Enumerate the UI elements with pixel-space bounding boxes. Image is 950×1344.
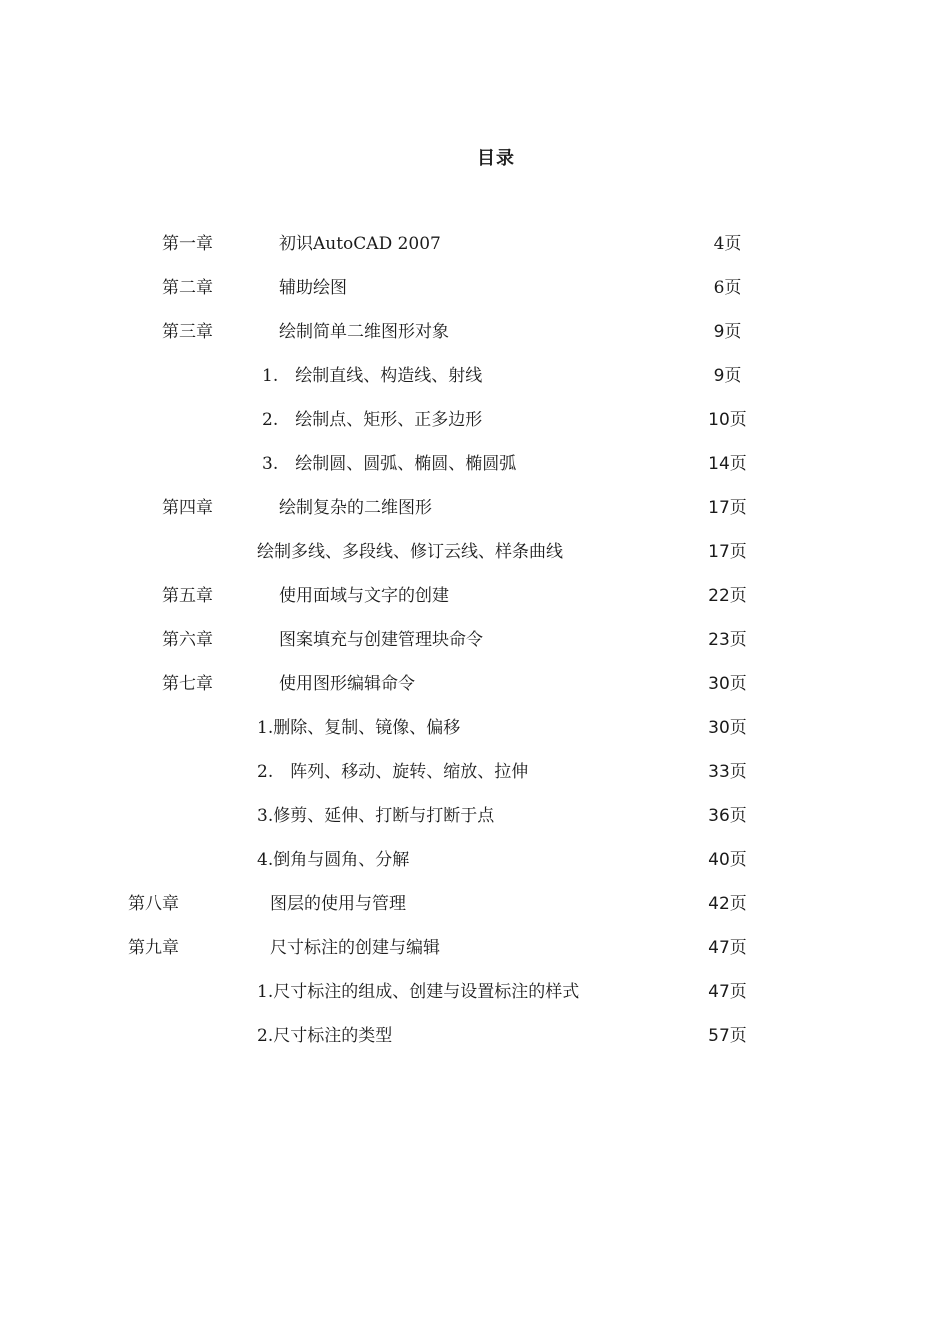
toc-chapter: 第一章 (162, 234, 213, 254)
toc-title: 使用图形编辑命令 (279, 674, 415, 694)
toc-row (0, 310, 950, 354)
toc-row (0, 530, 950, 574)
table-of-contents (0, 222, 950, 1058)
toc-subtitle: 绘制多线、多段线、修订云线、样条曲线 (257, 542, 563, 562)
toc-page: 17页 (708, 498, 747, 518)
toc-page: 30页 (708, 674, 747, 694)
toc-subtitle: 2.尺寸标注的类型 (257, 1026, 393, 1046)
toc-page: 10页 (708, 410, 747, 430)
toc-title: 初识AutoCAD 2007 (279, 234, 441, 254)
toc-row (0, 662, 950, 706)
toc-chapter: 第八章 (128, 894, 179, 914)
toc-row (0, 222, 950, 266)
toc-subtitle: 3.修剪、延伸、打断与打断于点 (257, 806, 495, 826)
toc-row (0, 486, 950, 530)
toc-row (0, 354, 950, 398)
toc-subtitle: 1.尺寸标注的组成、创建与设置标注的样式 (257, 982, 580, 1002)
toc-subtitle: 3. 绘制圆、圆弧、椭圆、椭圆弧 (262, 454, 517, 474)
toc-page: 9页 (713, 322, 742, 342)
toc-page: 47页 (708, 982, 747, 1002)
toc-title: 尺寸标注的创建与编辑 (270, 938, 440, 958)
toc-chapter: 第三章 (162, 322, 213, 342)
toc-page: 42页 (708, 894, 747, 914)
toc-page: 47页 (708, 938, 747, 958)
toc-chapter: 第四章 (162, 498, 213, 518)
toc-row (0, 926, 950, 970)
toc-chapter: 第二章 (162, 278, 213, 298)
toc-page: 17页 (708, 542, 747, 562)
page-title: 目录 (477, 148, 515, 169)
toc-subtitle: 2. 阵列、移动、旋转、缩放、拉伸 (257, 762, 529, 782)
toc-subtitle: 1. 绘制直线、构造线、射线 (262, 366, 483, 386)
toc-chapter: 第九章 (128, 938, 179, 958)
toc-title: 绘制复杂的二维图形 (279, 498, 432, 518)
toc-row (0, 442, 950, 486)
toc-page: 4页 (713, 234, 742, 254)
toc-row (0, 574, 950, 618)
toc-chapter: 第五章 (162, 586, 213, 606)
toc-title: 使用面域与文字的创建 (279, 586, 449, 606)
toc-chapter: 第七章 (162, 674, 213, 694)
toc-row (0, 970, 950, 1014)
toc-page: 36页 (708, 806, 747, 826)
toc-page: 9页 (713, 366, 742, 386)
toc-row (0, 794, 950, 838)
toc-chapter: 第六章 (162, 630, 213, 650)
toc-row (0, 838, 950, 882)
toc-row (0, 266, 950, 310)
toc-page: 30页 (708, 718, 747, 738)
toc-row (0, 618, 950, 662)
toc-subtitle: 1.删除、复制、镜像、偏移 (257, 718, 461, 738)
toc-title: 图案填充与创建管理块命令 (279, 630, 483, 650)
toc-title: 绘制简单二维图形对象 (279, 322, 449, 342)
toc-title: 辅助绘图 (279, 278, 347, 298)
toc-page: 33页 (708, 762, 747, 782)
toc-row (0, 750, 950, 794)
toc-page: 6页 (713, 278, 742, 298)
toc-subtitle: 4.倒角与圆角、分解 (257, 850, 410, 870)
toc-row (0, 882, 950, 926)
toc-row (0, 1014, 950, 1058)
toc-row (0, 398, 950, 442)
toc-page: 40页 (708, 850, 747, 870)
toc-page: 22页 (708, 586, 747, 606)
toc-page: 14页 (708, 454, 747, 474)
toc-subtitle: 2. 绘制点、矩形、正多边形 (262, 410, 483, 430)
toc-title: 图层的使用与管理 (270, 894, 406, 914)
toc-page: 57页 (708, 1026, 747, 1046)
toc-page: 23页 (708, 630, 747, 650)
toc-row (0, 706, 950, 750)
